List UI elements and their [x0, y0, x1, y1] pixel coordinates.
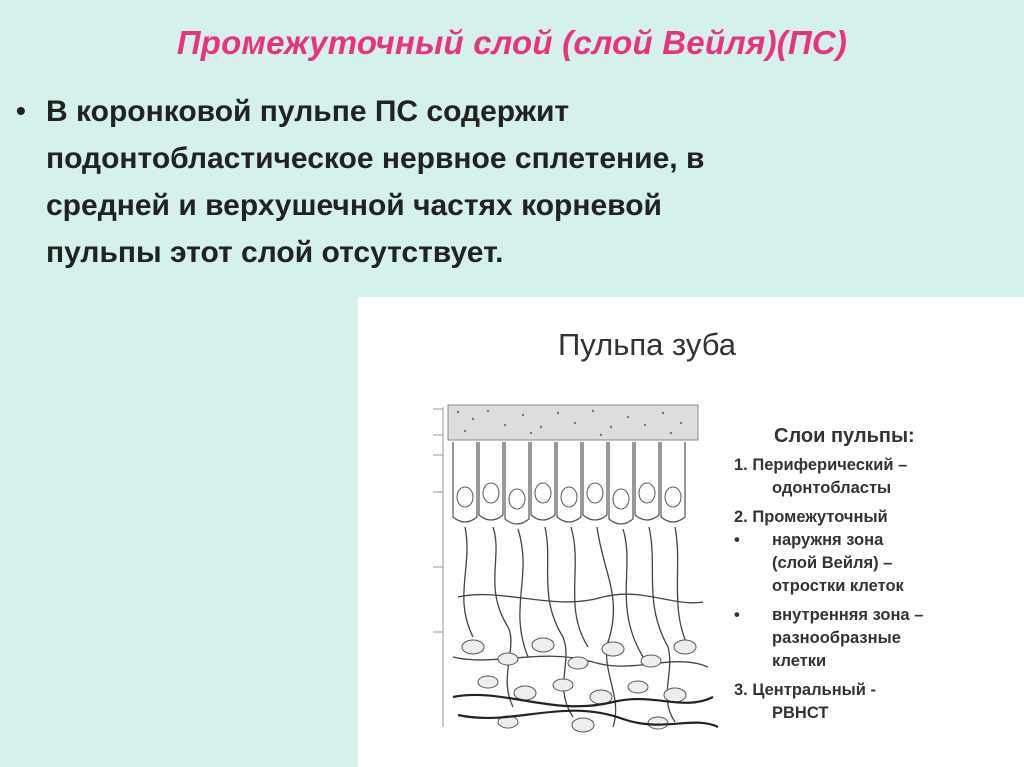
bullet-line: подонтобластическое нервное сплетение, в	[46, 142, 705, 175]
legend-title: Слои пульпы:	[774, 425, 915, 447]
bullet-line: средней и верхушечной частях корневой	[46, 189, 662, 222]
pulp-layers-illustration	[413, 397, 738, 742]
legend-item-peripheral-detail: одонтобласты	[772, 479, 892, 497]
bullet-line: В коронковой пульпе ПС содержит	[46, 95, 570, 128]
legend-subitem-text: наружня зона	[772, 531, 884, 549]
legend-subitem-outer-zone	[734, 529, 1014, 552]
slide-title: Промежуточный слой (слой Вейля)(ПС)	[176, 24, 848, 61]
bullet-line: пульпы этот слой отсутствует.	[46, 236, 504, 269]
legend-subitem-text: отростки клеток	[772, 577, 904, 595]
legend-item-central-detail: РВНСТ	[772, 704, 829, 722]
legend-subitem-inner-zone	[734, 604, 1014, 627]
legend-subitem-text: внутренняя зона –	[772, 606, 924, 624]
legend-item-intermediate: 2. Промежуточный	[734, 508, 888, 526]
legend-item-central: 3. Центральный -	[734, 681, 876, 699]
bullet-item	[16, 88, 876, 276]
legend-bullet: •	[734, 531, 740, 549]
legend-subitem-text: (слой Вейля) –	[772, 554, 893, 572]
pulp-layers-legend	[734, 425, 1014, 725]
legend-item-peripheral: 1. Периферический –	[734, 456, 908, 474]
bullet-marker: •	[16, 95, 26, 126]
legend-subitem-text: разнообразные	[772, 629, 901, 647]
legend-subitem-text: клетки	[772, 652, 827, 670]
bullet-text	[46, 88, 704, 276]
legend-bullet: •	[734, 606, 740, 624]
figure-title: Пульпа зуба	[558, 327, 736, 362]
pulp-figure	[358, 297, 1024, 767]
